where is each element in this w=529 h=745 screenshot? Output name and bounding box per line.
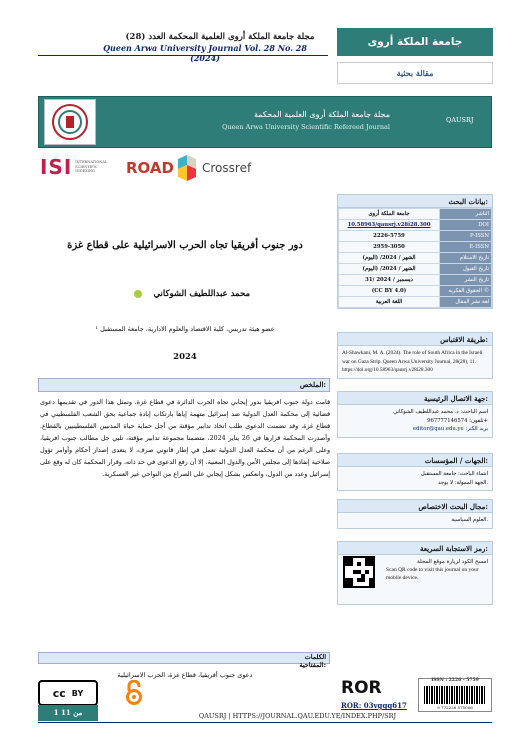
contact-phone: تلفون: 967777146574+: [427, 417, 488, 424]
data-value: 2959-3050: [339, 242, 440, 253]
table-row: [339, 275, 492, 286]
footer-divider: [38, 722, 492, 723]
table-row: [339, 286, 492, 297]
crossref-icon: [176, 155, 198, 181]
journal-header-ar: مجلة جامعة الملكة أروى العلمية المحكمة العدد (28): [125, 32, 315, 42]
orcid-icon[interactable]: [134, 290, 142, 298]
open-access-icon: [124, 680, 144, 706]
data-value: 2226-5759: [339, 231, 440, 242]
abstract-heading-bar: [38, 378, 330, 392]
contact-panel: [337, 391, 493, 438]
cc-text: cc: [52, 686, 66, 700]
keywords-text: دعوى جنوب أفريقيا، قطاع غزة، الحرب الاسرائيلية: [117, 671, 253, 679]
by-text: BY: [71, 688, 84, 698]
author-name: محمد عبداللطيف الشوكاني: [153, 289, 250, 299]
crossref-logo[interactable]: [176, 153, 262, 183]
article-data-heading: بيانات البحث:: [338, 195, 492, 208]
article-data-table: [338, 208, 492, 308]
creative-commons-icon[interactable]: [38, 680, 98, 706]
citation-text[interactable]: Al-Shawkani, M. A. (2024). The role of South Africa in the Israeli war on Gaza Strip. Queen Arwa University Journal, 28(28), 11. https://doi.org/10.58963/qausrj.v28i28.300: [342, 350, 483, 373]
data-label: تاريخ النشر: [439, 275, 491, 286]
road-logo-text: ROAD: [126, 159, 174, 177]
article-type-label: مقالة بحثية: [337, 62, 493, 84]
contact-email[interactable]: editor@qau.edu.ye :بريد الكتر: [412, 426, 488, 432]
article-title: دور جنوب أفريقيا تجاه الحرب الاسرائيلية على قطاع غزة: [67, 240, 303, 251]
journal-url-link[interactable]: QAUSRJ | HTTPS://JOURNAL.QAU.EDU.YE/INDEX.PHP/SRJ: [198, 712, 397, 720]
barcode-icon: [424, 686, 486, 704]
qr-caption-ar: امسح الكود لزيارة موقع المجلة: [417, 559, 488, 565]
institutions-heading: الجهات / المؤسسات:: [338, 454, 492, 467]
journal-code: QAUSRJ: [446, 116, 474, 124]
research-field-text: العلوم السياسية.: [451, 517, 488, 523]
data-value: (CC BY 4.0): [339, 286, 440, 297]
data-label: تاريخ القبول: [439, 264, 491, 275]
article-year: 2024: [173, 352, 197, 362]
data-label: E-ISSN: [439, 242, 491, 253]
table-row: [339, 209, 492, 220]
doi-link[interactable]: 10.58963/qausrj.v28i28.300: [339, 220, 440, 231]
citation-heading: طريقة الاقتباس:: [338, 333, 492, 346]
data-value: جامعة الملكة أروى: [339, 209, 440, 220]
institutions-panel: [337, 453, 493, 491]
table-row: [339, 242, 492, 253]
data-value: (اليوم) /الشهر / 2024: [339, 264, 440, 275]
data-label: تاريخ الاستلام: [439, 253, 491, 264]
isi-logo[interactable]: [40, 155, 116, 179]
data-label: الحقوق الفكرية ©: [439, 286, 491, 297]
contact-name: اسم الباحث: د. محمد عبداللطيف الشوكاني: [393, 409, 488, 415]
data-label: لغة نشر المقال: [439, 297, 491, 308]
qr-caption: [382, 558, 488, 582]
issn-label: ISSN : 2226 - 5759: [431, 678, 479, 683]
qr-code-icon[interactable]: [343, 556, 375, 588]
barcode-number: 9 772226 575006: [437, 705, 473, 710]
article-data-panel: [337, 194, 493, 309]
ror-id-link[interactable]: ROR: 03vgqq617: [341, 701, 407, 710]
data-value: 31/ ديسمبر / 2024: [339, 275, 440, 286]
isi-logo-subtitle: INTERNATIONAL SCIENTIFIC INDEXING: [75, 160, 108, 174]
ror-logo[interactable]: ROR: [341, 678, 382, 698]
banner-title-en: Queen Arwa University Scientific Refereed Journal: [222, 123, 390, 131]
journal-header-en: Queen Arwa University Journal Vol. 28 No. 28 (2024): [103, 43, 307, 63]
institutions-details: [338, 467, 492, 490]
table-row: [339, 231, 492, 242]
research-field-panel: [337, 499, 493, 529]
table-row: [339, 264, 492, 275]
table-row: [339, 297, 492, 308]
data-label: P-ISSN: [439, 231, 491, 242]
citation-panel: [337, 332, 493, 379]
keywords-heading: الكلمات المفتاحية:: [299, 653, 326, 669]
contact-heading: جهة الاتصال الرئيسية:: [338, 392, 492, 405]
funding-body: الجهة الممولة: لا يوجد.: [438, 479, 488, 486]
research-field-heading: مجال البحث الاختصاص:: [338, 500, 492, 513]
isi-logo-icon: ISI: [40, 155, 73, 179]
data-label: الناشر: [439, 209, 491, 220]
header-divider: [38, 55, 328, 56]
abstract-text: قامت دولة جنوب افريقيا بدور إيجابي تجاه الحرب الدائرة في قطاع غزة، وتمثل هذا الدور في تقديمها دعوى قضائية إلى محكمة العدل الدولية ضد إسرائيل متهمة إياها بارتكاب إبادة جماعية بحق الشعب الفلسطيني في قطاع غزة، وقد تضمنت الدعوى طلب اتخاذ تدابير مؤقتة من أجل حماية حياة المدنيين الفلسطينيين بالقطاع. وأصدرت المحكمة قرارها في 26 يناير 2024، متضمنا مجموعة تدابير مؤقتة، تلبي جل مطالب جنوب افريقيا، وعلى الرغم من أن محكمة العدل الدولية تعمل في إطار قانوني صرف، لا يتعدى إصدار أحكام وأوامر تؤول صلاحية إنفاذها إلى مجلس الأمن والدول المعنية، إلا أن رفع الدعوى في حد ذاته، وقرار المحكمة كان له وقع على إسرائيل وعدد من الدول، وانعكس بشكل إيجابي على الصراع من النواحي غير العسكرية.: [40, 399, 330, 478]
university-badge: جامعة الملكة أروى: [337, 28, 493, 56]
qr-caption-en: Scan QR code to visit this journal on your mobile device.: [386, 567, 479, 581]
page-number: 1 من 11: [38, 705, 98, 721]
data-value: اللغة العربية: [339, 297, 440, 308]
data-value: (اليوم) /الشهر / 2024: [339, 253, 440, 264]
university-logo-icon: [44, 99, 96, 145]
banner-title-ar: مجلة جامعة الملكة أروى العلمية المحكمة: [253, 110, 390, 119]
table-row: [339, 220, 492, 231]
researcher-affiliation: انتماء الباحث: جامعة المستقبل: [420, 471, 488, 477]
journal-banner: [38, 96, 492, 148]
qr-heading: رمز الاستجابة السريعة:: [338, 542, 492, 555]
crossref-logo-text: Crossref: [202, 161, 252, 175]
road-logo[interactable]: [126, 158, 174, 180]
data-label: DOI: [439, 220, 491, 231]
table-row: [339, 253, 492, 264]
abstract-heading: الملخص:: [299, 380, 326, 389]
author-affiliation: ¹ عضو هيئة تدريس، كلية الاقتصاد والعلوم الادارية، جامعة المستقبل: [95, 325, 275, 333]
contact-details: [338, 405, 492, 437]
